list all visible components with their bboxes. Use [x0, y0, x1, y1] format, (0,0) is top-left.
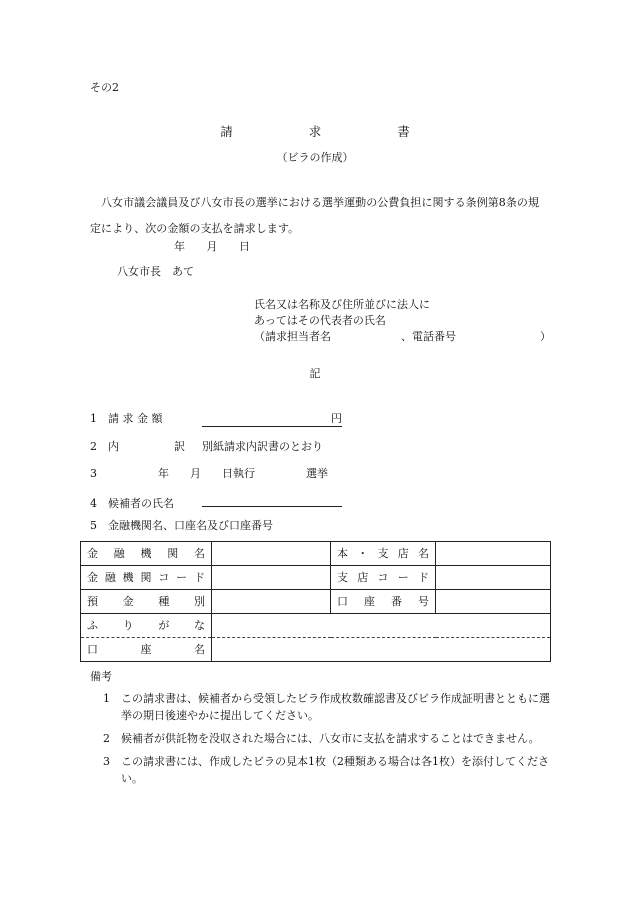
ki-heading: 記: [309, 367, 321, 380]
furigana-field[interactable]: [212, 614, 551, 638]
remark-note: [103, 690, 555, 724]
phone-label: 、電話番号: [401, 330, 456, 343]
form-number: その2: [90, 81, 119, 94]
note-number: 3: [103, 755, 110, 768]
note-number: 2: [103, 732, 110, 745]
note-number: 1: [103, 692, 110, 705]
furigana-label: ふ り が な: [81, 614, 212, 638]
branch-code-field[interactable]: [436, 566, 551, 590]
addressee: 八女市長 あて: [117, 265, 194, 278]
item-number: 1: [90, 412, 97, 425]
request-statement: 八女市議会議員及び八女市長の選挙における選挙運動の公費負担に関する条例第8条の規定により、次の金額の支払を請求します。: [90, 196, 539, 235]
note-text: この請求書は、候補者から受領したビラ作成枚数確認書及びビラ作成証明書とともに選挙の期日後速やかに提出してください。: [121, 692, 550, 722]
remark-note: [103, 753, 555, 787]
item-label-a: 内: [108, 440, 119, 453]
contact-person-label: （請求担当者名: [254, 330, 331, 343]
remarks-notes: [103, 690, 555, 793]
institution-code-label: 金融機関コード: [81, 566, 212, 590]
name-line-1: 氏名又は名称及び住所並びに法人に: [254, 298, 430, 311]
election-label: 選挙: [306, 467, 328, 480]
institution-code-field[interactable]: [212, 566, 331, 590]
date-year: 年: [174, 240, 185, 253]
item-label-b: 訳: [174, 440, 185, 453]
bank-info-table: [80, 541, 551, 662]
branch-code-label: 支 店 コ ー ド: [331, 566, 436, 590]
account-name-field[interactable]: [212, 638, 551, 662]
account-number-field[interactable]: [436, 590, 551, 614]
item-request-amount: [90, 411, 342, 427]
date-day: 日: [239, 240, 250, 253]
item-number: 3: [90, 467, 97, 480]
item-label: 金融機関名、口座名及び口座番号: [108, 519, 273, 532]
title-char-3: 書: [397, 124, 410, 139]
election-month: 月: [190, 467, 201, 480]
applicant-name-block: [254, 297, 551, 345]
institution-name-label: 金 融 機 関 名: [81, 542, 212, 566]
paren-close: ）: [540, 330, 551, 343]
breakdown-value: 別紙請求内訳書のとおり: [202, 440, 323, 453]
item-label: 候補者の氏名: [108, 497, 174, 510]
remarks-title: 備考: [90, 670, 112, 683]
item-label: 請 求 金 額: [108, 412, 163, 425]
item-candidate-name: [90, 492, 342, 511]
note-text: 候補者が供託物を没収された場合には、八女市に支払を請求することはできません。: [121, 732, 540, 745]
date-line: [174, 239, 268, 254]
election-day: 日執行: [222, 467, 255, 480]
title-char-1: 請: [220, 124, 233, 139]
title-char-2: 求: [308, 124, 322, 139]
date-month: 月: [206, 240, 218, 253]
branch-name-field[interactable]: [436, 542, 551, 566]
election-year: 年: [158, 467, 169, 480]
deposit-type-field[interactable]: [212, 590, 331, 614]
name-line-3: [254, 329, 551, 345]
document-subtitle: （ビラの作成）: [276, 151, 354, 164]
candidate-name-field[interactable]: [202, 492, 342, 507]
item-bank-info: [90, 518, 273, 533]
item-breakdown: [90, 439, 323, 454]
account-number-label: 口 座 番 号: [331, 590, 436, 614]
branch-name-label: 本 ・ 支 店 名: [331, 542, 436, 566]
amount-field[interactable]: [202, 411, 342, 427]
document-title: [0, 123, 630, 141]
item-election-date: [90, 466, 328, 481]
name-line-2: あってはその代表者の氏名: [254, 314, 386, 327]
item-number: 4: [90, 497, 97, 510]
item-number: 2: [90, 440, 97, 453]
deposit-type-label: 預 金 種 別: [81, 590, 212, 614]
institution-name-field[interactable]: [212, 542, 331, 566]
amount-unit: 円: [331, 412, 342, 425]
account-name-label: 口 座 名: [81, 638, 212, 662]
item-number: 5: [90, 519, 97, 532]
remark-note: [103, 730, 555, 747]
note-text: この請求書には、作成したビラの見本1枚（2種類ある場合は各1枚）を添付してください。: [121, 755, 549, 785]
